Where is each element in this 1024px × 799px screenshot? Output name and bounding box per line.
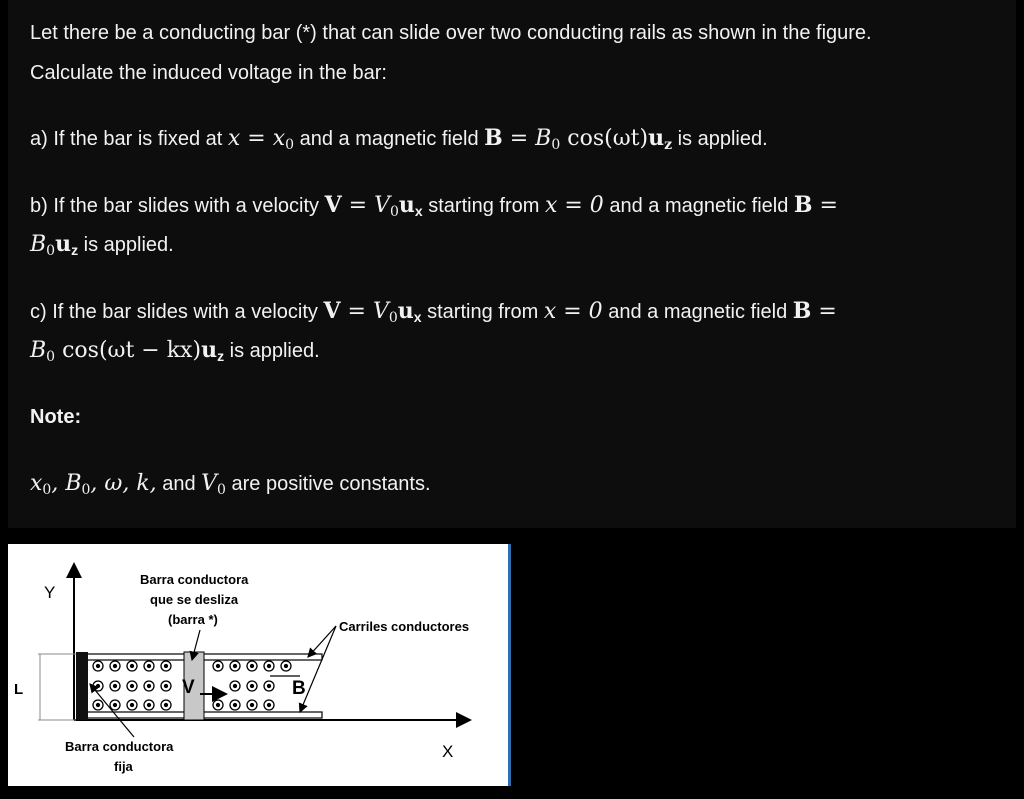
fixed-bar-label-2: fija bbox=[114, 759, 133, 774]
rails-diagram bbox=[8, 544, 508, 786]
x-axis-label: X bbox=[442, 742, 454, 761]
intro-line-1: Let there be a conducting bar (*) that can slide over two conducting rails as shown in the figure. bbox=[30, 22, 872, 44]
field-label: B bbox=[292, 678, 306, 699]
sliding-bar-label-2: que se desliza bbox=[150, 592, 239, 607]
part-c-line-1: c) If the bar slides with a velocity $V = V_0u_x$ starting from x = 0 and a magnetic field B = bbox=[30, 298, 837, 326]
length-label: L bbox=[14, 681, 24, 698]
sliding-bar-label-1: Barra conductora bbox=[140, 572, 249, 587]
part-b-velocity-symbol: V bbox=[324, 192, 342, 218]
sliding-bar-label-3: (barra *) bbox=[168, 612, 218, 627]
part-a-field-symbol: B bbox=[484, 125, 503, 151]
rails-pointer-bottom bbox=[300, 626, 336, 712]
rails-figure bbox=[8, 544, 508, 786]
part-c-start: x = 0 bbox=[543, 299, 603, 324]
fixed-bar-label-1: Barra conductora bbox=[65, 739, 174, 754]
figure-edge bbox=[508, 544, 511, 786]
part-c-velocity-symbol: V bbox=[323, 298, 341, 324]
part-a-condition: $x = x_0$ bbox=[227, 126, 295, 153]
constants-line: $x_0$, $B_0$, ω, k, and $V_0$ are positive constants. bbox=[30, 471, 431, 498]
part-b-line-2: $B_0u_z$ is applied. bbox=[30, 231, 174, 259]
part-b-start: x = 0 bbox=[544, 193, 604, 218]
intro-line-2: Calculate the induced voltage in the bar: bbox=[30, 62, 387, 84]
part-a bbox=[30, 124, 768, 159]
rails-label: Carriles conductores bbox=[339, 619, 470, 634]
fixed-bar-pointer bbox=[90, 684, 134, 737]
part-a-field-expr: = $B_0$ cos(ωt)uz bbox=[502, 125, 673, 153]
part-b-line-1: b) If the bar slides with a velocity $V = V_0u_x$ starting from x = 0 and a magnetic field B = bbox=[30, 192, 838, 220]
part-a-middle: and a magnetic field bbox=[294, 128, 485, 150]
y-axis-label: Y bbox=[44, 583, 56, 602]
rails-pointer-top bbox=[308, 626, 336, 657]
velocity-label: V bbox=[182, 677, 195, 698]
part-a-suffix: is applied. bbox=[672, 128, 768, 150]
note-label: Note: bbox=[30, 406, 82, 428]
fixed-bar bbox=[76, 652, 88, 720]
part-a-prefix: a) If the bar is fixed at bbox=[30, 128, 228, 150]
field-dots-left bbox=[93, 661, 171, 710]
field-dots-right bbox=[213, 661, 291, 710]
part-c-line-2: $B_0$ $\cos(\omega t - kx)u_z$ is applied. bbox=[30, 337, 320, 365]
